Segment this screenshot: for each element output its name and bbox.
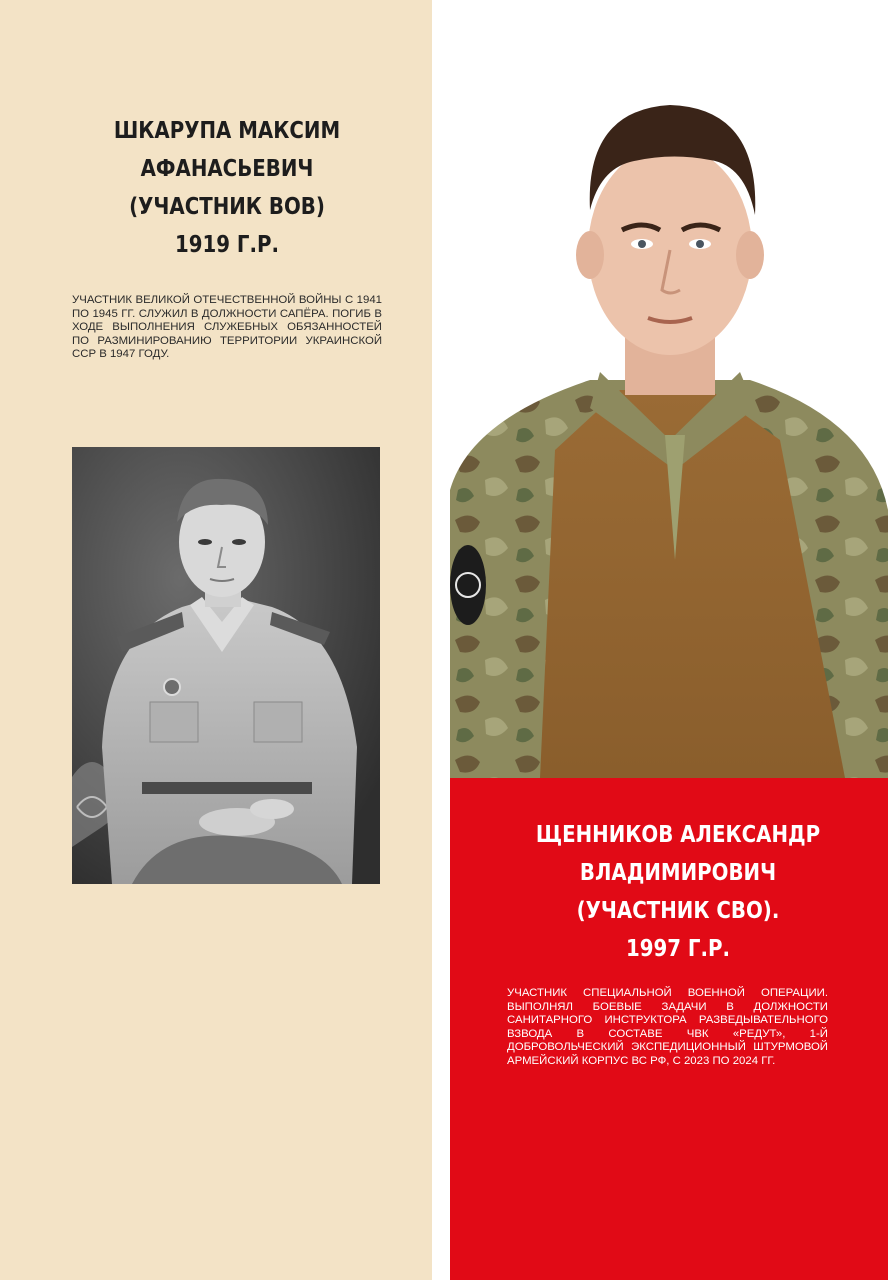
right-bio-text: УЧАСТНИК СПЕЦИАЛЬНОЙ ВОЕННОЙ ОПЕРАЦИИ. ВЫПОЛНЯЛ БОЕВЫЕ ЗАДАЧИ В ДОЛЖНОСТИ САНИТАРНОГО ИНСТРУКТОРА РАЗВЕДЫВАТЕЛЬНОГО ВЗВОДА В СОСТАВЕ ЧВК «РЕДУТ», 1-Й ДОБРОВОЛЬЧЕСКИЙ ЭКСПЕДИЦИОННЫЙ ШТУРМОВОЙ АРМЕЙСКИЙ КОРПУС ВС РФ, С 2023 ПО 2024 ГГ. <box>507 987 828 1067</box>
left-title-line: ШКАРУПА МАКСИМ <box>113 118 341 144</box>
left-title-line: АФАНАСЬЕВИЧ <box>140 156 314 182</box>
left-person-name <box>94 112 361 264</box>
right-title-line: 1997 Г.Р. <box>625 936 731 962</box>
modern-portrait-photo <box>450 90 888 778</box>
right-title-line: ЩЕННИКОВ АЛЕКСАНДР <box>535 822 821 848</box>
right-person-name <box>532 816 824 968</box>
left-title-line: (УЧАСТНИК ВОВ) <box>129 194 325 220</box>
right-title-line: (УЧАСТНИК СВО). <box>576 898 780 924</box>
left-bio-text: УЧАСТНИК ВЕЛИКОЙ ОТЕЧЕСТВЕННОЙ ВОЙНЫ С 1941 ПО 1945 ГГ. СЛУЖИЛ В ДОЛЖНОСТИ САПЁРА. ПОГИБ В ХОДЕ ВЫПОЛНЕНИЯ СЛУЖЕБНЫХ ОБЯЗАННОСТЕЙ ПО РАЗМИНИРОВАНИЮ ТЕРРИТОРИИ УКРАИНСКОЙ ССР В 1947 ГОДУ. <box>72 294 382 361</box>
red-info-panel <box>450 778 888 1280</box>
right-title-line: ВЛАДИМИРОВИЧ <box>579 860 777 886</box>
left-panel <box>0 0 432 1280</box>
historical-portrait-photo <box>72 447 380 884</box>
left-title-line: 1919 Г.Р. <box>174 232 280 258</box>
